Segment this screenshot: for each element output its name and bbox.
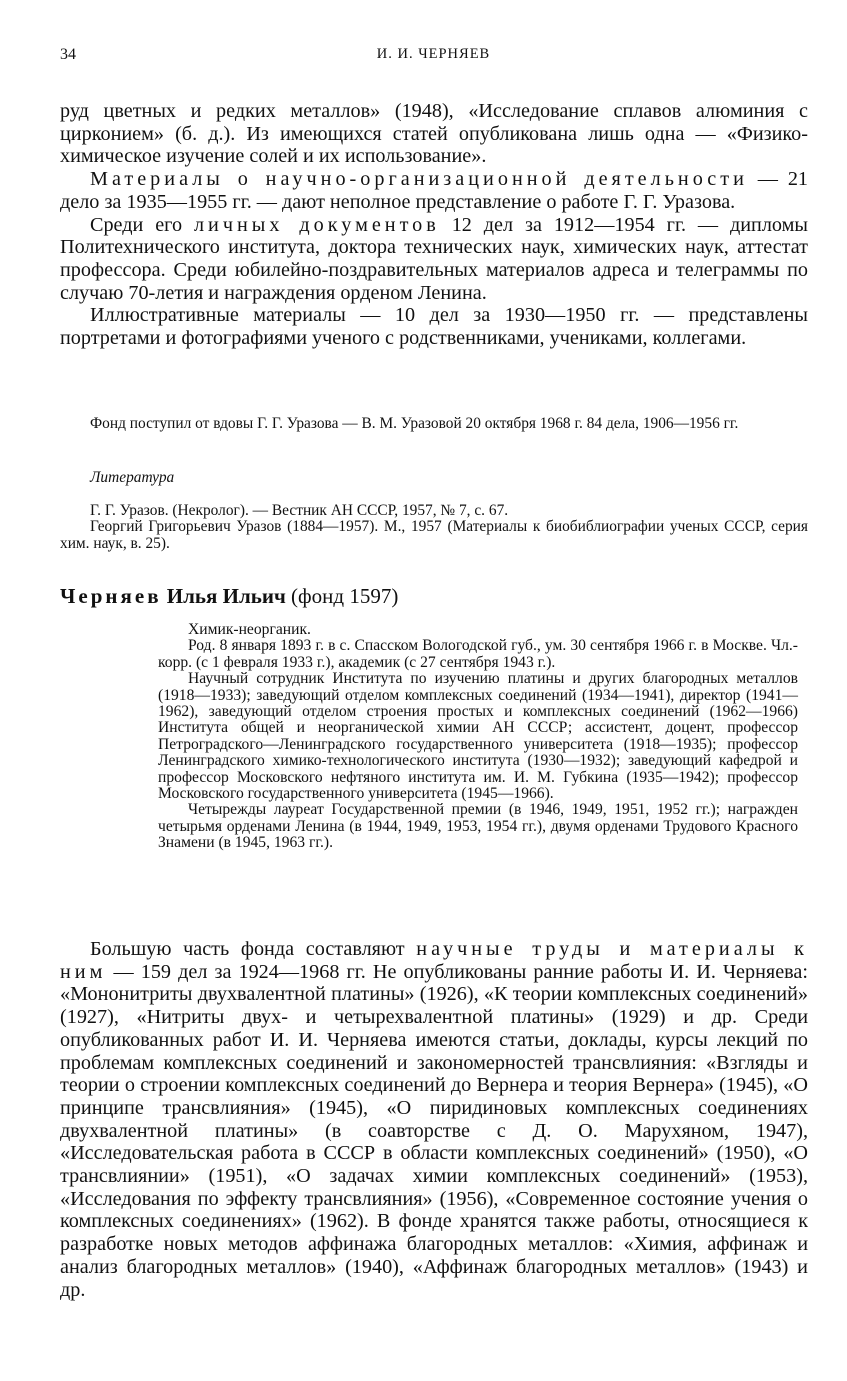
- spaced-heading: научные труды и материалы к ним: [60, 938, 808, 983]
- spaced-heading: Материалы о научно-организационной деятельности: [90, 168, 748, 191]
- paragraph-text: Среди его: [90, 213, 194, 236]
- running-title: И. И. ЧЕРНЯЕВ: [376, 46, 491, 62]
- entry-surname: Черняев: [60, 584, 162, 608]
- fund-note: [60, 416, 808, 433]
- literature-item: Георгий Григорьевич Уразов (1884—1957). М., 1957 (Материалы к биобиблиографии ученых СССР, серия хим. наук, в. 25).: [60, 518, 808, 552]
- bio-career: Научный сотрудник Института по изучению платины и других благородных металлов (1918—1933); заведующий отделом комплексных соединений (1934—1941), директор (1941—1962), заведующий отделом строения простых и комплексных соединений (1962—1966) Института общей и неорганической химии АН СССР; ассистент, доцент, профессор Петроградского—Ленинградского государственного университета (1918—1935); профессор Ленинградского химико-технологического института (1930—1932); заведующий кафедрой и профессор Московского нефтяного института им. И. М. Губкина (1935—1942); профессор Московского государственного университета (1945—1966).: [158, 670, 798, 803]
- paragraph-works-list: руд цветных и редких металлов» (1948), «Исследование сплавов алюминия с цирконием» (б. д.). Из имеющихся статей опубликована лишь одна — «Физико-химическое изучение солей и их использование».: [60, 100, 808, 168]
- bio-profession: Химик-неорганик.: [188, 621, 311, 638]
- paragraph-text: 12 дел за 1912—1954 гг. — дипломы Политехнического института, доктора технических наук, химических наук, аттестат профессора. Среди юбилейно-поздравительных материалов адреса и телеграммы по случаю 70-летия и награждения орденом Ленина.: [60, 213, 808, 304]
- continuation-block: [60, 100, 808, 350]
- spaced-heading: личных документов: [193, 213, 440, 236]
- literature-heading: Литература: [90, 469, 175, 486]
- bio-awards: Четырежды лауреат Государственной премии (в 1946, 1949, 1951, 1952 гг.); награжден четырьмя орденами Ленина (в 1944, 1949, 1953, 1954 гг.), двумя орденами Трудового Красного Знамени (в 1945, 1963 гг.).: [158, 801, 798, 852]
- running-header: [60, 46, 807, 72]
- entry-fund-number: (фонд 1597): [291, 584, 399, 608]
- literature-item: Г. Г. Уразов. (Некролог). — Вестник АН СССР, 1957, № 7, с. 67.: [90, 501, 509, 519]
- paragraph-text: — 21 дело за 1935—1955 гг. — дают неполное представление о работе Г. Г. Уразова.: [60, 168, 809, 213]
- literature-section: [60, 470, 808, 552]
- paragraph-scientific-works: [60, 938, 808, 1301]
- bio-birth-death: Род. 8 января 1893 г. в с. Спасском Вологодской губ., ум. 30 сентября 1966 г. в Москве. Чл.-корр. (с 1 февраля 1933 г.), академик (с 27 сентября 1943 г.).: [158, 637, 798, 671]
- paragraph-text: Большую часть фонда составляют: [90, 938, 417, 960]
- paragraph-personal-documents: [60, 214, 808, 305]
- entry-given-names: Илья Ильич: [166, 584, 286, 608]
- fund-description: [60, 938, 808, 1301]
- fund-note-text: Фонд поступил от вдовы Г. Г. Уразова — В. М. Уразовой 20 октября 1968 г. 84 дела, 1906—1956 гг.: [90, 415, 739, 432]
- paragraph-organizational-materials: [60, 168, 808, 213]
- page-number: 34: [60, 46, 76, 63]
- paragraph-text: — 159 дел за 1924—1968 гг. Не опубликованы ранние работы И. И. Черняева: «Мононитриты двухвалентной платины» (1926), «К теории комплексных соединений» (1927), «Нитриты двух- и четырехвалентной платины» (1929) и др. Среди опубликованных работ И. И. Черняева имеются статьи, доклады, курсы лекций по проблемам комплексных соединений и закономерностей трансвлияния: «Взгляды и теории о строении комплексных соединений до Вернера и теория Вернера» (1945), «О принципе трансвлияния» (1945), «О пиридиновых комплексных соединениях двухвалентной платины» (в соавторстве с Д. О. Марухяном, 1947), «Исследовательская работа в СССР в области комплексных соединений» (1950), «О трансвлиянии» (1951), «О задачах химии комплексных соединений» (1953), «Исследования по эффекту трансвлияния» (1956), «Современное состояние учения о комплексных соединениях» (1962). В фонде хранятся также работы, относящиеся к разработке новых методов аффинажа благородных металлов: «Химия, аффинаж и анализ благородных металлов» (1940), «Аффинаж благородных металлов» (1943) и др.: [60, 960, 808, 1301]
- paragraph-illustrative-materials: Иллюстративные материалы — 10 дел за 1930—1950 гг. — представлены портретами и фотографиями ученого с родственниками, учениками, коллегами.: [60, 304, 808, 350]
- biography-block: [158, 622, 798, 852]
- entry-heading: [60, 584, 808, 609]
